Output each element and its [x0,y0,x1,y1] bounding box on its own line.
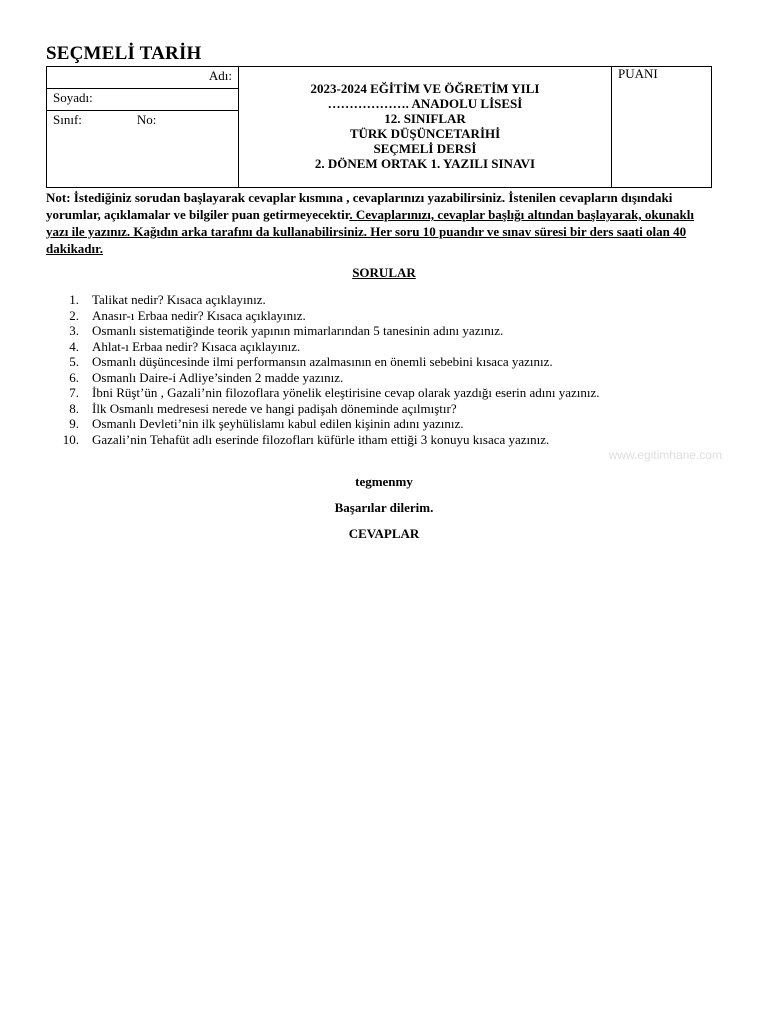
question-number: 2. [69,307,79,323]
exam-title: SEÇMELİ TARİH [46,43,202,64]
question-text: Osmanlı Daire-i Adliye’sinden 2 madde yazınız. [92,369,344,385]
questions-heading: SORULAR [352,265,416,280]
name-field[interactable] [47,67,239,89]
question-number: 6. [69,369,79,385]
school-name: ………………. ANADOLU LİSESİ [327,96,523,111]
question-item [46,339,600,355]
question-number: 5. [69,354,79,369]
question-text: Ahlat-ı Erbaa nedir? Kısaca açıklayınız. [92,338,301,354]
number-label: No: [136,112,157,127]
score-box[interactable] [612,67,712,188]
question-number: 10. [62,431,79,447]
question-text: Osmanlı düşüncesinde ilmi performansın azalmasının en önemli sebebini kısaca yazınız. [92,354,553,369]
question-text: Talikat nedir? Kısaca açıklayınız. [92,292,266,307]
surname-label: Soyadı: [53,90,93,105]
question-text: Osmanlı Devleti’nin ilk şeyhülislamı kabul edilen kişinin adını yazınız. [92,416,464,431]
watermark-link[interactable]: www.egitimhane.com [608,448,722,462]
exam-name: 2. DÖNEM ORTAK 1. YAZILI SINAVI [314,156,536,171]
question-item [46,370,600,386]
exam-note [46,189,718,257]
question-text: Anasır-ı Erbaa nedir? Kısaca açıklayınız. [92,307,306,323]
question-text: Gazali’nin Tehafüt adlı eserinde filozofları küfürle itham ettiği 3 konuyu kısaca yazınız. [92,431,550,447]
question-item [46,401,600,417]
course-type: SEÇMELİ DERSİ [373,141,477,156]
exam-year: 2023-2024 EĞİTİM VE ÖĞRETİM YILI [310,81,540,96]
exam-info-block [239,67,612,188]
question-number: 4. [69,338,79,354]
surname-field[interactable] [47,89,239,111]
question-text: İbni Rüşt’ün , Gazali’nin filozoflara yönelik eleştirisine cevap olarak yazdığı eserin adını yazınız. [92,385,600,400]
question-text: Osmanlı sistematiğinde teorik yapının mimarlarından 5 tanesinin adını yazınız. [92,323,504,338]
course-name: TÜRK DÜŞÜNCETARİHİ [349,126,501,141]
author-signature: tegmenmy [355,474,413,489]
question-item [46,323,600,339]
question-item [46,308,600,324]
grade-level: 12. SINIFLAR [384,111,466,126]
header-table [46,66,712,188]
closing-message: Başarılar dilerim. [334,500,434,515]
question-item [46,292,600,308]
question-list [46,292,600,447]
question-text: İlk Osmanlı medresesi nerede ve hangi padişah döneminde açılmıştır? [92,400,457,416]
score-label: PUANI [618,66,658,81]
question-item [46,385,600,401]
question-number: 9. [69,416,79,431]
question-item [46,416,600,432]
question-item [46,354,600,370]
question-item [46,432,600,448]
class-number-field[interactable] [47,111,239,188]
question-number: 8. [69,400,79,416]
question-number: 3. [69,323,79,338]
name-label: Adı: [208,68,232,83]
note-part-1: Not: İstediğiniz sorudan başlayarak cevaplar kısmına , cevaplarınızı yazabilirsiniz. İstenilen cevapların dışındaki yorumlar, açıklamalar ve bilgiler puan getirmeyecektir [46,190,673,222]
question-number: 1. [69,292,79,307]
answers-heading: CEVAPLAR [348,526,420,541]
class-label: Sınıf: [53,112,82,127]
note-part-2: . Cevaplarınızı, cevaplar başlığı altından başlayarak, okunaklı yazı ile yazınız. Kağıdın arka tarafını da kullanabilirsiniz. Her soru 10 puandır ve sınav süresi bir ders saati olan 40 dakikadır. [46,207,694,256]
question-number: 7. [69,385,79,400]
